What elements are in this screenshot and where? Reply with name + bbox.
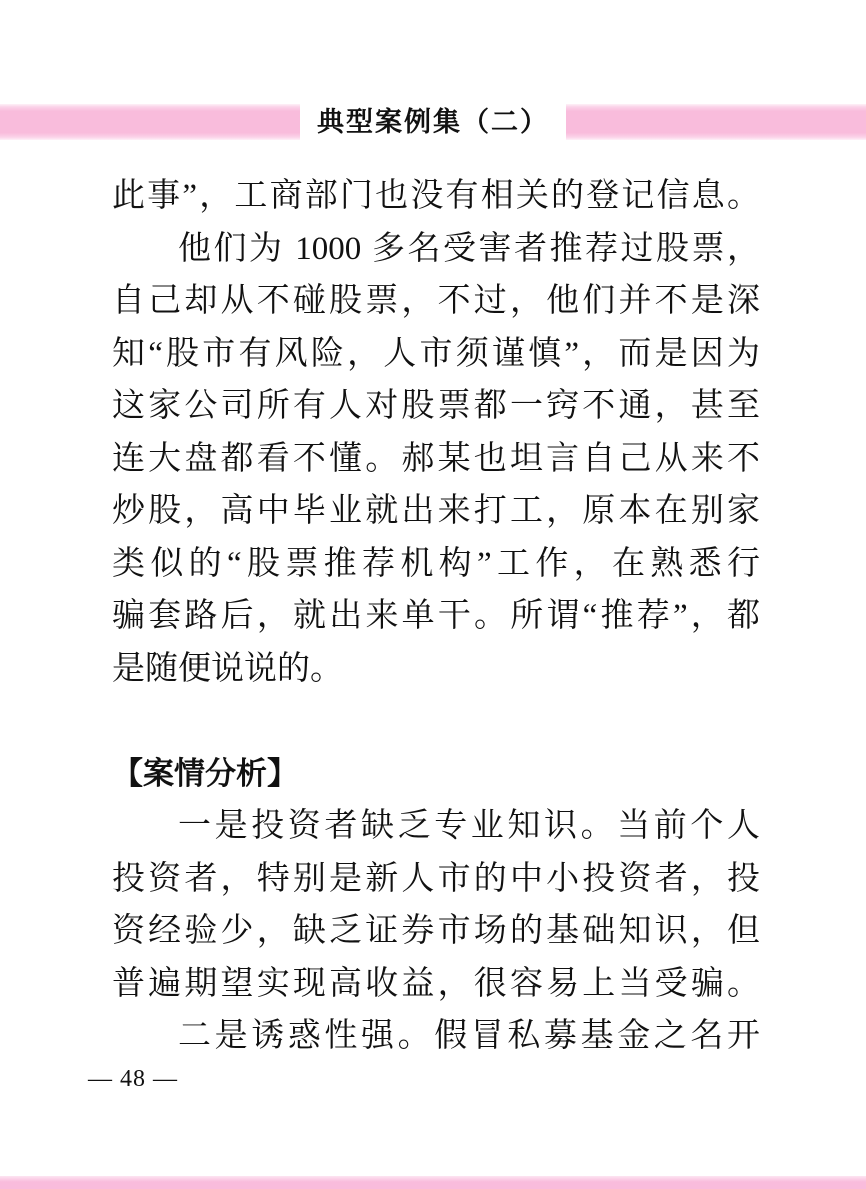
text-line: 是随便说说的。 bbox=[112, 650, 343, 687]
section-heading: 【案情分析】 bbox=[112, 755, 298, 791]
text-line: 自己却从不碰股票，不过，他们并不是深 bbox=[112, 283, 760, 319]
text-line: 骗套路后，就出来单干。所谓“推荐”，都 bbox=[112, 598, 760, 634]
text-line: 这家公司所有人对股票都一窍不通，甚至 bbox=[112, 388, 760, 424]
body-text bbox=[112, 170, 760, 1063]
text-line: 连大盘都看不懂。郝某也坦言自己从来不 bbox=[112, 440, 760, 477]
paragraph bbox=[112, 800, 760, 1010]
text-line: 此事”，工商部门也没有相关的登记信息。 bbox=[112, 178, 760, 214]
text-line: 他们为 1000 多名受害者推荐过股票， bbox=[178, 230, 760, 267]
page-number: — 48 — bbox=[88, 1066, 178, 1092]
text-line: 二是诱惑性强。假冒私募基金之名开 bbox=[178, 1018, 760, 1054]
text-line: 炒股，高中毕业就出来打工，原本在别家 bbox=[112, 493, 760, 529]
text-line: 投资者，特别是新人市的中小投资者，投 bbox=[112, 860, 760, 897]
text-line: 一是投资者缺乏专业知识。当前个人 bbox=[178, 808, 760, 844]
page-header-title: 典型案例集（二） bbox=[300, 103, 566, 141]
paragraph bbox=[112, 1010, 760, 1063]
text-line: 资经验少，缺乏证券市场的基础知识，但 bbox=[112, 913, 760, 949]
text-line: 类似的“股票推荐机构”工作，在熟悉行 bbox=[112, 545, 760, 582]
paragraph bbox=[112, 223, 760, 696]
paragraph bbox=[112, 170, 760, 223]
text-line: 普遍期望实现高收益，很容易上当受骗。 bbox=[112, 965, 760, 1002]
text-line: 知“股市有风险，人市须谨慎”，而是因为 bbox=[112, 335, 760, 372]
footer-band bbox=[0, 1176, 866, 1189]
